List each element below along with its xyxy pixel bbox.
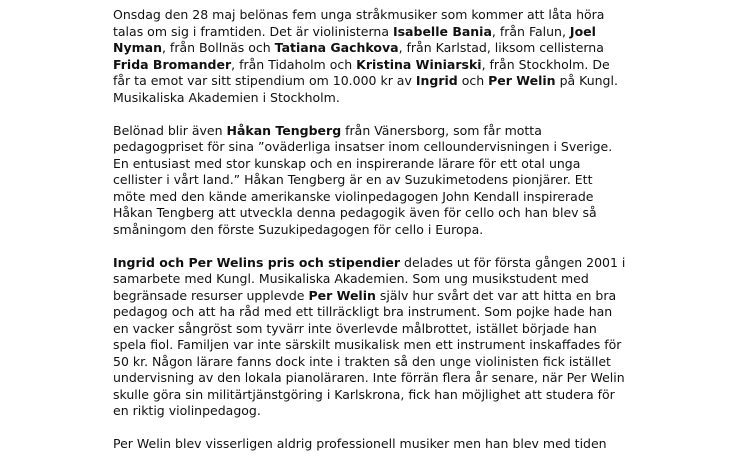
text-line	[113, 73, 633, 90]
text-run: själv hur svårt det var att hitta en bra	[375, 287, 617, 303]
text-run: Onsdag den 28 maj belönas fem unga stråkmusiker som kommer att låta höra	[113, 7, 605, 22]
text-run: spela fiol. Familjen var inte särskilt musikalisk men ett instrument inskaffades för	[113, 337, 622, 352]
paragraph-3	[113, 255, 633, 420]
text-run: En entusiast med stor kunskap och en inspirerande lärare för ett otal unga	[113, 155, 581, 171]
text-line	[113, 403, 633, 420]
text-line	[113, 7, 633, 24]
text-line	[113, 90, 633, 107]
text-line	[113, 123, 633, 140]
text-line	[113, 271, 633, 288]
text-run: småningom den förste Suzukipedagogen för cello i Europa.	[113, 221, 484, 237]
text-run: skulle göra sin militärtjänstgöring i Karlskrona, fick han möjlighet att studera för	[113, 386, 615, 402]
bold-name: Ingrid	[415, 73, 458, 88]
text-run: Musikaliska Akademien i Stockholm.	[113, 89, 340, 105]
text-line	[113, 156, 633, 173]
bold-name: Ingrid och Per Welins pris och stipendier	[113, 254, 401, 270]
text-run: undervisning av den lokala pianoläraren. Inte förrän flera år senare, när Per Welin	[113, 370, 625, 385]
bold-name: Kristina Winiarski	[356, 56, 482, 72]
bold-name: Per Welin	[308, 287, 376, 303]
paragraph-2	[113, 123, 633, 239]
text-line	[113, 304, 633, 321]
bold-name: Isabelle Bania	[392, 23, 492, 39]
text-run: samarbete med Kungl. Musikaliska Akademien. Som ung musikstudent med	[113, 271, 589, 286]
paragraph-1	[113, 7, 633, 106]
text-line	[113, 255, 633, 272]
text-run: Belönad blir även	[113, 122, 227, 138]
text-run: får ta emot var sitt stipendium om 10.000 kr av	[113, 73, 416, 88]
text-run: begränsade resurser upplevde	[113, 287, 309, 303]
text-line	[113, 40, 633, 57]
text-line	[113, 189, 633, 206]
bold-name: Tatiana Gachkova	[274, 40, 399, 55]
bold-name: Håkan Tengberg	[226, 122, 342, 138]
text-run: 50 kr. Någon lärare fanns dock inte i trakten så den unge violinisten fick istället	[113, 353, 611, 369]
text-line	[113, 370, 633, 387]
bold-name: Per Welin	[488, 73, 556, 88]
bold-name: Joel	[569, 23, 596, 39]
text-run: Per Welin blev visserligen aldrig professionell musiker men han blev med tiden	[113, 436, 607, 451]
text-run: talas om sig i framtiden. Det är violinisterna	[113, 23, 393, 39]
text-run: och	[457, 73, 489, 88]
text-run: pedagog och att ha råd med ett tillräckligt bra instrument. Som pojke hade han	[113, 304, 613, 319]
text-run: pedagogpriset för sina ”oväderliga insatser inom celloundervisningen i Sverige.	[113, 139, 613, 154]
text-run: på Kungl.	[555, 73, 618, 88]
text-run: delades ut för första gången 2001 i	[400, 254, 626, 270]
text-run: , från Bollnäs och	[161, 40, 275, 55]
text-run: , från Tidaholm och	[231, 56, 357, 72]
text-run: , från Stockholm. De	[481, 56, 610, 72]
bold-name: Nyman	[113, 40, 162, 55]
text-line	[113, 321, 633, 338]
text-line	[113, 139, 633, 156]
text-run: möte med den kände amerikanske violinpedagogen John Kendall inspirerade	[113, 188, 594, 204]
text-line	[113, 436, 633, 453]
text-line	[113, 222, 633, 239]
text-line	[113, 24, 633, 41]
text-run: en vacker sångröst som tyvärr inte överlevde målbrottet, istället började han	[113, 320, 597, 336]
text-run: från Vänersborg, som får motta	[341, 122, 542, 138]
text-line	[113, 205, 633, 222]
text-run: , från Karlstad, liksom cellisterna	[398, 40, 604, 55]
text-run: cellister i vårt land.” Håkan Tengberg är en av Suzukimetodens pionjärer. Ett	[113, 172, 593, 187]
text-line	[113, 288, 633, 305]
text-run: , från Falun,	[491, 23, 570, 39]
text-line	[113, 387, 633, 404]
text-run: Håkan Tengberg att utveckla denna pedagogik även för cello och han blev så	[113, 205, 597, 220]
document-page	[113, 7, 633, 469]
text-line	[113, 57, 633, 74]
bold-name: Frida Bromander	[113, 56, 232, 72]
paragraph-4	[113, 436, 633, 453]
text-line	[113, 354, 633, 371]
text-run: en riktig violinpedagog.	[113, 403, 261, 418]
text-line	[113, 337, 633, 354]
text-line	[113, 172, 633, 189]
